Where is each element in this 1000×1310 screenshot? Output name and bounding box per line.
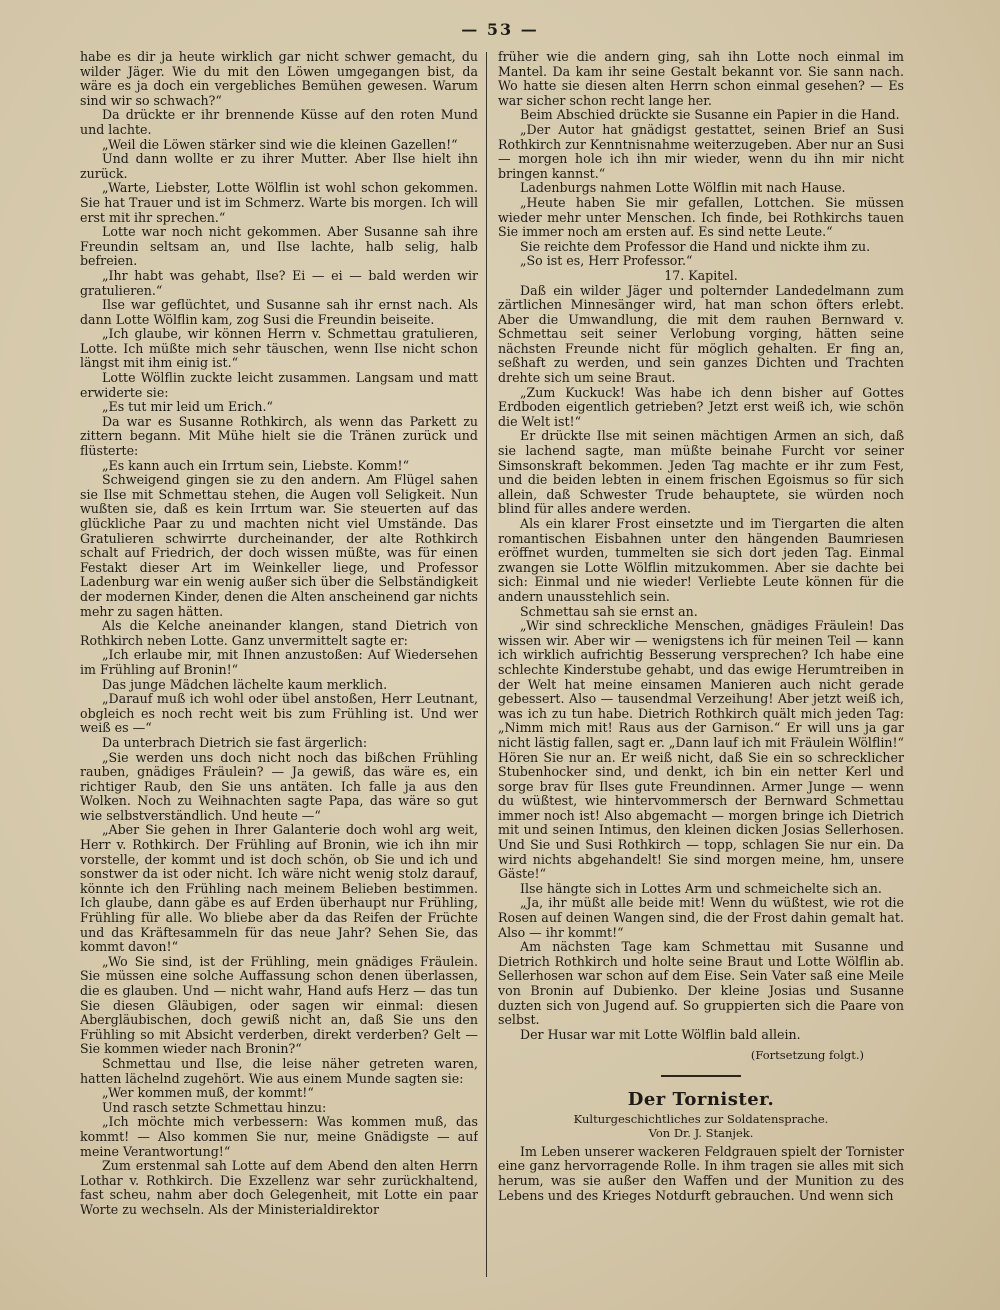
paragraph: „Heute haben Sie mir gefallen, Lottchen. Sie müssen wieder mehr unter Menschen. Ich finde, bei Rothkirchs tauen Sie immer noch am ersten auf. Es sind nette Leute.“ (498, 194, 904, 240)
column-divider (486, 52, 487, 1277)
paragraph: Das junge Mädchen lächelte kaum merklich. (102, 676, 388, 692)
paragraph: Und rasch setzte Schmettau hinzu: (102, 1099, 327, 1115)
paragraph: Daß ein wilder Jäger und polternder Landedelmann zum zärtlichen Minnesänger wird, hat man schon öfters erlebt. Aber die Umwandlung, die mit dem rauhen Bernward v. Schmettau seit seiner Verlobung vorging, hätten seine nächsten Freunde nicht für möglich gehalten. Er fing an, seßhaft zu werden, und sein ganzes Dichten und Trachten drehte sich um seine Braut. (498, 282, 904, 386)
paragraph: Der Husar war mit Lotte Wölflin bald allein. (520, 1026, 801, 1042)
paragraph: „Es tut mir leid um Erich.“ (102, 399, 273, 415)
chapter-heading: 17. Kapitel. (664, 267, 738, 283)
continuation-note: (Fortsetzung folgt.) (750, 1048, 864, 1063)
paragraph: Sie reichte dem Professor die Hand und nickte ihm zu. (520, 238, 871, 254)
paragraph: Er drückte Ilse mit seinen mächtigen Armen an sich, daß sie lachend sagte, man müßte beinahe Furcht vor seiner Simsonskraft bekommen. Jeden Tag machte er ihr zum Fest, und die beiden lebten in einem frischen Egoismus so für sich allein, daß Schwester Trude behauptete, sie würden noch blind für alles andere werden. (498, 428, 904, 517)
page-number: — 53 — (461, 20, 539, 39)
article-author: Von Dr. J. Stanjek. (648, 1126, 754, 1141)
paragraph: Als die Kelche aneinander klangen, stand Dietrich von Rothkirch neben Lotte. Ganz unvermittelt sagte er: (80, 618, 478, 648)
paragraph: „Wir sind schreckliche Menschen, gnädiges Fräulein! Das wissen wir. Aber wir — wenigstens ich für meinen Teil — kann ich wirklich aufrichtig Besserung versprechen? Ich habe eine schlechte Kinderstube gehabt, und das ewige Herumtreiben in der Welt hat meine einsamen Manieren auch nicht gerade gebessert. Also — tausendmal Verzeihung! Aber jetzt weiß ich, was ich zu tun habe. Dietrich Rothkirch quält mich jeden Tag: „Nimm mich mit! Raus aus der Garnison.“ Er will uns ja gar nicht lästig fallen, sagt er. „Dann lauf ich mit Fräulein Wölflin!“ Hören Sie nur an. Er weiß nicht, daß Sie ein so schrecklicher Stubenhocker sind, und denkt, ich bin ein netter Kerl und sorge brav für Ilses gute Freundinnen. Armer Junge — wenn du wüßtest, wie hintervommersch der Bernward Schmettau immer noch ist! Also abgemacht — morgen bringe ich Dietrich mit und seinen Intimus, den kleinen dicken Josias Sellerhosen. Und Sie und Susi Rothkirch — topp, schlagen Sie nur ein. Da wird nichts abgehandelt! Sie sind morgen meine, hm, unsere Gäste!“ (498, 618, 904, 882)
paragraph: „Ich möchte mich verbessern: Was kommen muß, das kommt! — Also kommen Sie nur, meine Gnädigste — auf meine Verantwortung!“ (80, 1114, 478, 1159)
paragraph: Beim Abschied drückte sie Susanne ein Papier in die Hand. (520, 107, 900, 123)
paragraph: „Ich glaube, wir können Herrn v. Schmettau gratulieren, Lotte. Ich müßte mich sehr täuschen, wenn Ilse nicht schon längst mit ihm einig ist.“ (80, 326, 478, 371)
paragraph: Zum erstenmal sah Lotte auf dem Abend den alten Herrn Lothar v. Rothkirch. Die Exzellenz war sehr zurückhaltend, fast scheu, nahm aber doch Gelegenheit, mit Lotte ein paar Worte zu wechseln. Als der Ministerialdirektor (80, 1158, 478, 1217)
section-separator (661, 1075, 741, 1077)
paragraph: „Aber Sie gehen in Ihrer Galanterie doch wohl arg weit, Herr v. Rothkirch. Der Frühling auf Bronin, wie ich ihn mir vorstelle, der kommt und ist doch schön, ob Sie und ich und sonstwer da ist oder nicht. Ich wäre nicht wenig stolz darauf, könnte ich den Frühling nach meinem Belieben bestimmen. Ich glaube, dann gäbe es auf Erden überhaupt nur Frühling, Frühling für alle. Wo bliebe aber da das Reifen der Früchte und das Kräftesammeln für das neue Jahr? Sehen Sie, das kommt davon!“ (80, 822, 478, 955)
paragraph: Als ein klarer Frost einsetzte und im Tiergarten die alten romantischen Eisbahnen unter den hängenden Baumriesen eröffnet wurden, tummelten sie sich dort jeden Tag. Einmal zwangen sie Lotte Wölflin mitzukommen. Aber sie dachte bei sich: Einmal und nie wieder! Verliebte Leute können für die andern unausstehlich sein. (498, 516, 904, 604)
paragraph: „Es kann auch ein Irrtum sein, Liebste. Komm!“ (102, 457, 410, 473)
right-column (498, 50, 904, 1290)
paragraph: Da war es Susanne Rothkirch, als wenn das Parkett zu zittern begann. Mit Mühe hielt sie die Tränen zurück und flüsterte: (80, 413, 478, 459)
paragraph: Im Leben unserer wackeren Feldgrauen spielt der Tornister eine ganz hervorragende Rolle. In ihm tragen sie alles mit sich herum, was sie außer den Waffen und der Munition zu des Lebens und des Krieges Notdurft gebrauchen. Und wenn sich (498, 1143, 904, 1203)
paragraph: Ilse hängte sich in Lottes Arm und schmeichelte sich an. (520, 880, 882, 896)
paragraph: Ladenburgs nahmen Lotte Wölflin mit nach Hause. (520, 180, 846, 196)
paragraph: „Ja, ihr müßt alle beide mit! Wenn du wüßtest, wie rot die Rosen auf deinen Wangen sind, die der Frost dahin gemalt hat. Also — ihr kommt!“ (498, 895, 904, 940)
paragraph: „Darauf muß ich wohl oder übel anstoßen, Herr Leutnant, obgleich es noch recht weit bis zum Frühling ist. Und wer weiß es —“ (80, 691, 478, 736)
paragraph: „Ich erlaube mir, mit Ihnen anzustoßen: Auf Wiedersehen im Frühling auf Bronin!“ (80, 647, 478, 677)
paragraph: „Zum Kuckuck! Was habe ich denn bisher auf Gottes Erdboden eigentlich getrieben? Jetzt erst weiß ich, wie schön die Welt ist!“ (498, 384, 904, 429)
paragraph: „Warte, Liebster, Lotte Wölflin ist wohl schon gekommen. Sie hat Trauer und ist im Schmerz. Warte bis morgen. Ich will erst mit ihr sprechen.“ (80, 180, 478, 225)
paragraph: Lotte war noch nicht gekommen. Aber Susanne sah ihre Freundin seltsam an, und Ilse lachte, halb selig, halb befreien. (80, 224, 478, 269)
paragraph: „Weil die Löwen stärker sind wie die kleinen Gazellen!“ (102, 136, 458, 152)
paragraph: Schweigend gingen sie zu den andern. Am Flügel sahen sie Ilse mit Schmettau stehen, die Augen voll Seligkeit. Nun wußten sie, daß es kein Irrtum war. Sie steuerten auf das glückliche Paar zu und machten nicht viel Umstände. Das Gratulieren schwirrte durcheinander, der alte Rothkirch schalt auf Friedrich, der doch wissen müßte, was für einen Festakt dieser Art im Weinkeller liege, und Professor Ladenburg war ein wenig außer sich über die Selbständigkeit der modernen Kinder, denen die Alten anscheinend gar nichts mehr zu sagen hätten. (80, 472, 478, 619)
paragraph: Da unterbrach Dietrich sie fast ärgerlich: (102, 734, 368, 750)
paragraph: Lotte Wölflin zuckte leicht zusammen. Langsam und matt erwiderte sie: (80, 370, 478, 400)
paragraph: habe es dir ja heute wirklich gar nicht schwer gemacht, du wilder Jäger. Wie du mit den Löwen umgegangen bist, da wäre es ja doch ein vergebliches Bemühen gewesen. Warum sind wir so schwach?“ (80, 50, 478, 108)
left-column (80, 50, 478, 1290)
paragraph: „So ist es, Herr Professor.“ (520, 253, 693, 269)
paragraph: „Wo Sie sind, ist der Frühling, mein gnädiges Fräulein. Sie müssen eine solche Auffassung schon denen überlassen, die es glauben. Und — nicht wahr, Hand aufs Herz — das tun Sie diesen Gläubigen, oder sagen wir einmal: diesen Abergläubischen, doch gewiß nicht an, daß Sie uns den Frühling so mit Absicht verderben, direkt verderben? Gelt — Sie kommen wieder nach Bronin?“ (80, 953, 478, 1057)
paragraph: „Sie werden uns doch nicht noch das bißchen Frühling rauben, gnädiges Fräulein? — Ja gewiß, das wäre es, ein richtiger Raub, den Sie uns antäten. Ich falle ja aus den Wolken. Noch zu Weihnachten sagte Papa, das wäre so gut wie selbstverständlich. Und heute —“ (80, 749, 478, 823)
paragraph: „Wer kommen muß, der kommt!“ (102, 1085, 314, 1101)
article-subtitle: Kulturgeschichtliches zur Soldatensprache. (573, 1111, 829, 1126)
paragraph: Da drückte er ihr brennende Küsse auf den roten Mund und lachte. (80, 107, 478, 137)
paragraph: Schmettau sah sie ernst an. (520, 603, 698, 619)
paragraph: Ilse war geflüchtet, und Susanne sah ihr ernst nach. Als dann Lotte Wölflin kam, zog Susi die Freundin beiseite. (80, 297, 478, 327)
article-title: Der Tornister. (627, 1088, 775, 1110)
paragraph: „Ihr habt was gehabt, Ilse? Ei — ei — bald werden wir gratulieren.“ (80, 267, 478, 298)
paragraph: früher wie die andern ging, sah ihn Lotte noch einmal im Mantel. Da kam ihr seine Gestalt bekannt vor. Sie sann nach. Wo hatte sie diesen alten Herrn schon einmal gesehen? — Es war sicher schon recht lange her. (498, 50, 904, 108)
paragraph: „Der Autor hat gnädigst gestattet, seinen Brief an Susi Rothkirch zur Kenntnisnahme weiterzugeben. Aber nur an Susi — morgen hole ich ihn mir wieder, wenn du ihn mir nicht bringen kannst.“ (498, 121, 904, 181)
paragraph: Und dann wollte er zu ihrer Mutter. Aber Ilse hielt ihn zurück. (80, 151, 478, 181)
paragraph: Am nächsten Tage kam Schmettau mit Susanne und Dietrich Rothkirch und holte seine Braut und Lotte Wölflin ab. Sellerhosen war schon auf dem Eise. Sein Vater saß eine Meile von Bronin auf Dubienko. Der kleine Josias und Susanne duzten sich von Jugend auf. So gruppierten sich die Paare von selbst. (498, 939, 904, 1028)
paragraph: Schmettau und Ilse, die leise näher getreten waren, hatten lächelnd zugehört. Wie aus einem Munde sagten sie: (80, 1055, 478, 1086)
